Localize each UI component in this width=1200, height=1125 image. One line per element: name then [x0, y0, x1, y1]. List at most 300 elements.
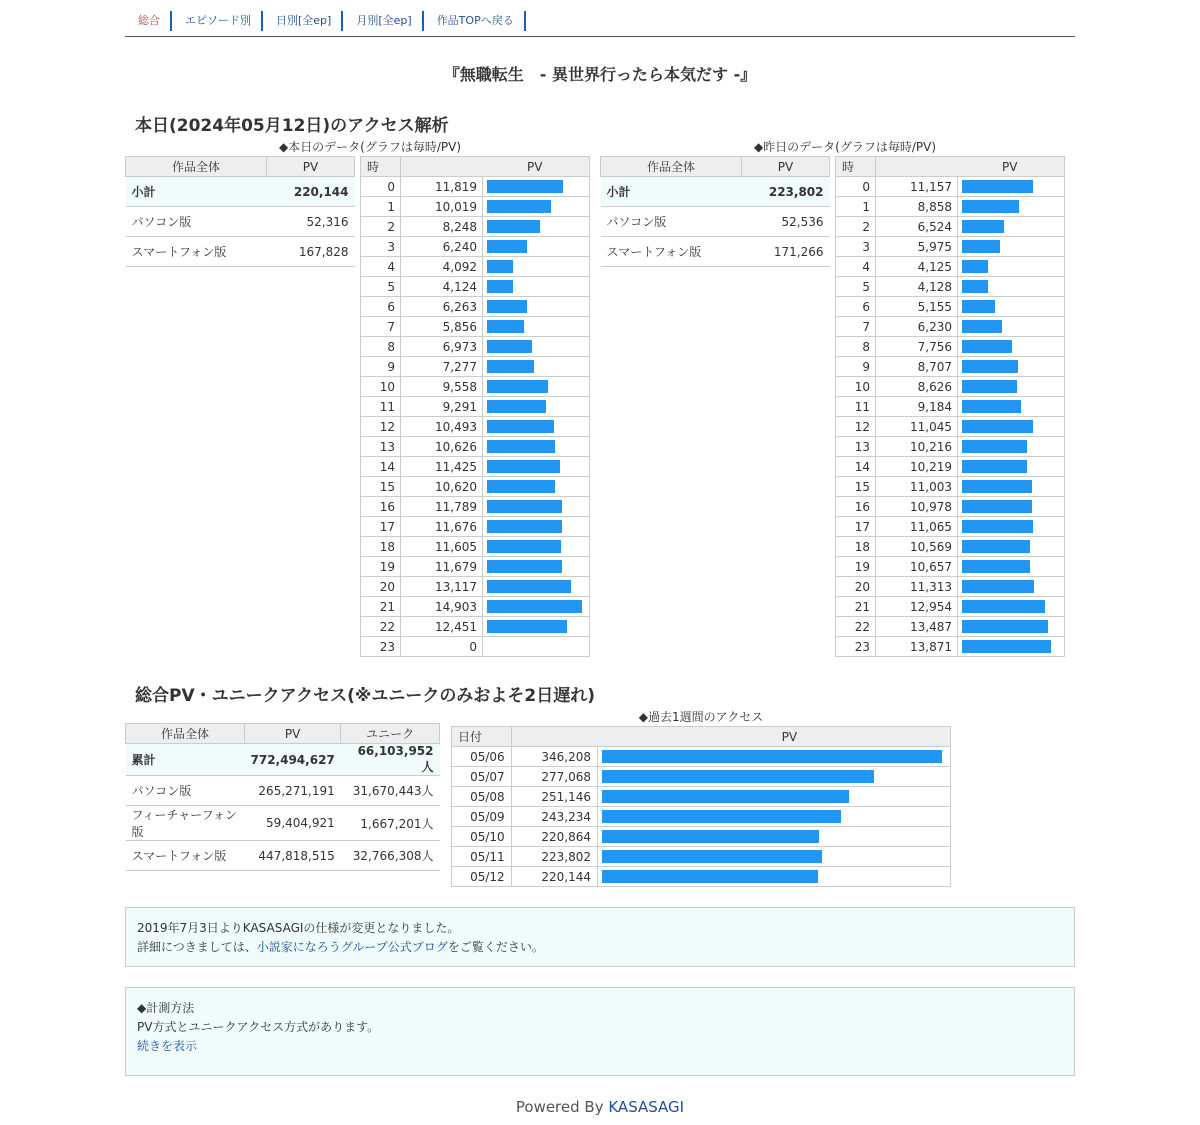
nav-item: [172, 11, 263, 31]
bar-cell: [958, 417, 1065, 437]
table-row: [836, 557, 1065, 577]
hour-cell: 15: [836, 477, 876, 497]
nav-item: [424, 11, 526, 31]
header-row: [836, 157, 1065, 177]
hour-cell: 18: [836, 537, 876, 557]
nav-link[interactable]: 月別[全ep]: [356, 14, 412, 27]
bar-chart: [602, 830, 946, 843]
bar-cell: [958, 177, 1065, 197]
table-row: [361, 637, 590, 657]
row-label: 小計: [601, 177, 742, 207]
bar-cell: [483, 557, 590, 577]
bar-chart: [962, 640, 1058, 653]
date-cell: 05/12: [452, 867, 512, 887]
column-header: 作品全体: [126, 157, 267, 177]
table-row: [126, 177, 355, 207]
pv-cell: 11,425: [401, 457, 483, 477]
row-label: パソコン版: [126, 207, 267, 237]
table-row: [836, 357, 1065, 377]
column-header: PV: [267, 157, 355, 177]
unique-value: 32,766,308人: [341, 841, 440, 871]
table-row: [452, 747, 951, 767]
hour-cell: 0: [361, 177, 401, 197]
bar-cell: [958, 577, 1065, 597]
weekly-bar: [602, 790, 849, 803]
table-row: [361, 537, 590, 557]
bar-cell: [483, 497, 590, 517]
bar-cell: [958, 197, 1065, 217]
pv-cell: 11,003: [876, 477, 958, 497]
pv-cell: 10,019: [401, 197, 483, 217]
hourly-bar: [962, 440, 1027, 453]
hour-cell: 7: [361, 317, 401, 337]
pv-cell: 9,184: [876, 397, 958, 417]
measurement-method-box: [125, 987, 1075, 1076]
pv-cell: 12,451: [401, 617, 483, 637]
hour-cell: 16: [836, 497, 876, 517]
pv-cell: 220,144: [511, 867, 597, 887]
row-value: 220,144: [267, 177, 355, 207]
bar-cell: [483, 517, 590, 537]
table-row: [361, 517, 590, 537]
bar-chart: [487, 340, 583, 353]
bar-chart: [602, 770, 946, 783]
bar-chart: [487, 500, 583, 513]
pv-cell: 6,973: [401, 337, 483, 357]
hour-cell: 1: [361, 197, 401, 217]
bar-chart: [602, 870, 946, 883]
table-row: [836, 397, 1065, 417]
bar-cell: [598, 787, 951, 807]
bar-cell: [958, 297, 1065, 317]
pv-cell: 8,626: [876, 377, 958, 397]
hour-cell: 3: [361, 237, 401, 257]
bar-chart: [962, 380, 1058, 393]
bar-chart: [962, 460, 1058, 473]
hour-cell: 9: [361, 357, 401, 377]
pv-cell: 13,487: [876, 617, 958, 637]
bar-cell: [483, 397, 590, 417]
bar-chart: [962, 400, 1058, 413]
hour-cell: 23: [361, 637, 401, 657]
footer: Powered By KASASAGI: [515, 1098, 685, 1116]
bar-chart: [962, 180, 1058, 193]
hourly-bar: [487, 600, 582, 613]
header-row: [126, 724, 440, 744]
hour-cell: 20: [836, 577, 876, 597]
bar-cell: [483, 237, 590, 257]
hour-cell: 3: [836, 237, 876, 257]
bar-chart: [487, 300, 583, 313]
table-row: [836, 517, 1065, 537]
bar-cell: [598, 827, 951, 847]
spec-change-notice: [125, 907, 1075, 967]
bar-chart: [962, 260, 1058, 273]
bar-cell: [958, 597, 1065, 617]
bar-chart: [962, 560, 1058, 573]
hour-cell: 21: [361, 597, 401, 617]
pv-cell: 10,978: [876, 497, 958, 517]
table-row: [361, 277, 590, 297]
table-row: [601, 207, 830, 237]
hourly-bar: [487, 340, 532, 353]
weekly-bar: [602, 810, 841, 823]
date-cell: 05/08: [452, 787, 512, 807]
table-row: [601, 237, 830, 267]
table-row: [836, 637, 1065, 657]
bar-chart: [487, 400, 583, 413]
bar-chart: [962, 280, 1058, 293]
hour-cell: 4: [361, 257, 401, 277]
bar-chart: [487, 540, 583, 553]
table-row: [361, 577, 590, 597]
bar-cell: [483, 297, 590, 317]
pv-cell: 11,065: [876, 517, 958, 537]
hour-cell: 9: [836, 357, 876, 377]
bar-cell: [958, 357, 1065, 377]
bar-chart: [602, 850, 946, 863]
table-row: [361, 197, 590, 217]
row-label: スマートフォン版: [126, 237, 267, 267]
bar-cell: [958, 317, 1065, 337]
pv-cell: 251,146: [511, 787, 597, 807]
table-row: [126, 841, 440, 871]
pv-cell: 4,092: [401, 257, 483, 277]
column-header: PV: [876, 157, 1065, 177]
nav-item: [125, 11, 172, 31]
table-row: [361, 297, 590, 317]
bar-chart: [962, 340, 1058, 353]
date-cell: 05/07: [452, 767, 512, 787]
pv-cell: 11,789: [401, 497, 483, 517]
bar-cell: [958, 437, 1065, 457]
table-row: [361, 457, 590, 477]
bar-chart: [487, 600, 583, 613]
pv-cell: 277,068: [511, 767, 597, 787]
bar-cell: [598, 847, 951, 867]
bar-chart: [487, 560, 583, 573]
hour-cell: 4: [836, 257, 876, 277]
pv-cell: 220,864: [511, 827, 597, 847]
bar-chart: [487, 640, 583, 653]
table-row: [361, 237, 590, 257]
hourly-bar: [487, 200, 551, 213]
bar-chart: [962, 480, 1058, 493]
bar-cell: [958, 477, 1065, 497]
hourly-bar: [962, 400, 1021, 413]
nav-list: [125, 11, 526, 31]
pv-cell: 10,219: [876, 457, 958, 477]
table-row: [126, 806, 440, 841]
pv-cell: 11,605: [401, 537, 483, 557]
hour-cell: 11: [361, 397, 401, 417]
bar-chart: [487, 240, 583, 253]
row-value: 52,536: [742, 207, 830, 237]
hourly-bar: [487, 480, 555, 493]
hourly-bar: [962, 540, 1030, 553]
hourly-bar: [487, 520, 562, 533]
hour-cell: 12: [836, 417, 876, 437]
bar-chart: [602, 750, 946, 763]
hourly-bar: [962, 260, 988, 273]
hour-cell: 12: [361, 417, 401, 437]
header-row: [361, 157, 590, 177]
pv-cell: 10,493: [401, 417, 483, 437]
bar-cell: [958, 277, 1065, 297]
column-header: PV: [245, 724, 341, 744]
bar-cell: [958, 617, 1065, 637]
nav-link[interactable]: 日別[全ep]: [276, 14, 332, 27]
column-header: PV: [401, 157, 590, 177]
row-label: 小計: [126, 177, 267, 207]
bar-chart: [487, 620, 583, 633]
bar-chart: [962, 200, 1058, 213]
bar-chart: [487, 200, 583, 213]
bar-cell: [483, 437, 590, 457]
today-hourly-table: [360, 156, 590, 657]
nav-link[interactable]: 総合: [138, 14, 160, 27]
hour-cell: 14: [361, 457, 401, 477]
table-row: [452, 807, 951, 827]
yesterday-caption: ◆昨日のデータ(グラフは毎時/PV): [753, 140, 937, 154]
show-more-link[interactable]: 続きを表示: [137, 1039, 198, 1053]
table-row: [126, 776, 440, 806]
pv-cell: 10,620: [401, 477, 483, 497]
bar-chart: [962, 360, 1058, 373]
bar-cell: [483, 257, 590, 277]
hourly-bar: [487, 460, 560, 473]
bar-cell: [483, 417, 590, 437]
header-row: [126, 157, 355, 177]
top-nav: [125, 0, 1075, 37]
hour-cell: 19: [836, 557, 876, 577]
table-row: [361, 317, 590, 337]
row-label: スマートフォン版: [126, 841, 245, 871]
total-section-title: 総合PV・ユニークアクセス(※ユニークのみおよそ2日遅れ): [135, 686, 595, 706]
weekly-bar: [602, 750, 942, 763]
bar-cell: [958, 637, 1065, 657]
bar-chart: [962, 240, 1058, 253]
bar-chart: [487, 460, 583, 473]
bar-cell: [483, 197, 590, 217]
hourly-bar: [487, 540, 561, 553]
table-row: [361, 597, 590, 617]
hour-cell: 14: [836, 457, 876, 477]
hour-cell: 8: [836, 337, 876, 357]
table-row: [361, 477, 590, 497]
pv-cell: 243,234: [511, 807, 597, 827]
table-row: [361, 617, 590, 637]
unique-value: 66,103,952人: [341, 744, 440, 776]
table-row: [361, 557, 590, 577]
hourly-bar: [487, 620, 567, 633]
yesterday-summary-table: [600, 156, 830, 267]
bar-chart: [962, 300, 1058, 313]
bar-chart: [962, 580, 1058, 593]
table-row: [836, 437, 1065, 457]
bar-cell: [483, 617, 590, 637]
bar-cell: [483, 637, 590, 657]
bar-chart: [487, 520, 583, 533]
hour-cell: 11: [836, 397, 876, 417]
bar-chart: [487, 580, 583, 593]
hour-cell: 5: [836, 277, 876, 297]
bar-cell: [483, 457, 590, 477]
table-row: [452, 767, 951, 787]
pv-cell: 9,558: [401, 377, 483, 397]
bar-cell: [958, 517, 1065, 537]
pv-cell: 11,045: [876, 417, 958, 437]
hourly-bar: [487, 220, 540, 233]
pv-cell: 13,871: [876, 637, 958, 657]
table-row: [836, 217, 1065, 237]
bar-chart: [962, 220, 1058, 233]
bar-cell: [483, 277, 590, 297]
hour-cell: 15: [361, 477, 401, 497]
bar-cell: [483, 377, 590, 397]
table-row: [836, 597, 1065, 617]
unique-value: 31,670,443人: [341, 776, 440, 806]
table-row: [836, 317, 1065, 337]
header-row: [601, 157, 830, 177]
pv-cell: 8,248: [401, 217, 483, 237]
bar-chart: [602, 790, 946, 803]
column-header: 日付: [452, 727, 512, 747]
bar-cell: [958, 557, 1065, 577]
hourly-bar: [487, 360, 534, 373]
row-value: 171,266: [742, 237, 830, 267]
pv-cell: 4,128: [876, 277, 958, 297]
bar-chart: [962, 620, 1058, 633]
weekly-bar: [602, 770, 874, 783]
date-cell: 05/11: [452, 847, 512, 867]
bar-cell: [958, 537, 1065, 557]
table-row: [836, 617, 1065, 637]
notice-line-1: 2019年7月3日よりKASASAGIの仕様が変更となりました。: [137, 921, 460, 935]
weekly-bar: [602, 830, 819, 843]
hour-cell: 22: [361, 617, 401, 637]
nav-item: [343, 11, 423, 31]
row-label: 累計: [126, 744, 245, 776]
hourly-bar: [962, 280, 988, 293]
pv-cell: 10,657: [876, 557, 958, 577]
pv-cell: 4,124: [401, 277, 483, 297]
bar-cell: [958, 237, 1065, 257]
table-row: [836, 377, 1065, 397]
official-blog-link[interactable]: 小説家になろうグループ公式ブログ: [256, 940, 448, 954]
nav-link[interactable]: 作品TOPへ戻る: [436, 14, 514, 27]
hourly-bar: [962, 180, 1033, 193]
hourly-bar: [962, 640, 1051, 653]
table-row: [601, 177, 830, 207]
hourly-bar: [962, 380, 1017, 393]
bar-chart: [962, 420, 1058, 433]
table-row: [836, 577, 1065, 597]
unique-value: 1,667,201人: [341, 806, 440, 841]
week-caption: ◆過去1週間のアクセス: [638, 710, 764, 724]
bar-cell: [483, 177, 590, 197]
pv-cell: 8,858: [876, 197, 958, 217]
bar-cell: [598, 767, 951, 787]
pv-value: 447,818,515: [245, 841, 341, 871]
column-header: ユニーク: [341, 724, 440, 744]
hourly-bar: [487, 380, 548, 393]
hour-cell: 19: [361, 557, 401, 577]
row-value: 167,828: [267, 237, 355, 267]
date-cell: 05/10: [452, 827, 512, 847]
bar-cell: [958, 377, 1065, 397]
hour-cell: 6: [361, 297, 401, 317]
bar-chart: [487, 380, 583, 393]
bar-chart: [487, 180, 583, 193]
column-header: PV: [742, 157, 830, 177]
kasasagi-link[interactable]: KASASAGI: [608, 1098, 685, 1116]
pv-cell: 11,819: [401, 177, 483, 197]
table-row: [126, 207, 355, 237]
bar-chart: [487, 260, 583, 273]
today-section-title: 本日(2024年05月12日)のアクセス解析: [135, 116, 449, 136]
week-access-table: [451, 726, 951, 887]
pv-cell: 14,903: [401, 597, 483, 617]
pv-cell: 11,679: [401, 557, 483, 577]
bar-cell: [958, 257, 1065, 277]
table-row: [361, 497, 590, 517]
row-label: パソコン版: [601, 207, 742, 237]
pv-cell: 12,954: [876, 597, 958, 617]
hour-cell: 23: [836, 637, 876, 657]
bar-cell: [598, 747, 951, 767]
bar-chart: [487, 440, 583, 453]
hourly-bar: [487, 560, 562, 573]
hour-cell: 2: [361, 217, 401, 237]
bar-cell: [598, 867, 951, 887]
table-row: [452, 827, 951, 847]
hour-cell: 13: [836, 437, 876, 457]
table-row: [361, 397, 590, 417]
pv-cell: 5,975: [876, 237, 958, 257]
today-summary-table: [125, 156, 355, 267]
hourly-bar: [962, 480, 1032, 493]
hourly-bar: [962, 240, 1000, 253]
nav-item: [263, 11, 343, 31]
header-row: [452, 727, 951, 747]
hourly-bar: [962, 220, 1004, 233]
pv-cell: 7,756: [876, 337, 958, 357]
date-cell: 05/06: [452, 747, 512, 767]
column-header: PV: [511, 727, 950, 747]
bar-chart: [962, 320, 1058, 333]
hourly-bar: [962, 500, 1032, 513]
hourly-bar: [487, 260, 513, 273]
pv-value: 59,404,921: [245, 806, 341, 841]
hourly-bar: [962, 560, 1030, 573]
hourly-bar: [962, 620, 1048, 633]
hourly-bar: [487, 440, 555, 453]
table-row: [361, 257, 590, 277]
table-row: [836, 497, 1065, 517]
date-cell: 05/09: [452, 807, 512, 827]
today-caption: ◆本日のデータ(グラフは毎時/PV): [278, 140, 462, 154]
hour-cell: 17: [836, 517, 876, 537]
nav-link[interactable]: エピソード別: [185, 14, 251, 27]
pv-cell: 10,569: [876, 537, 958, 557]
weekly-bar: [602, 870, 818, 883]
notice-line-2: 詳細につきましては、小説家になろうグループ公式ブログをご覧ください。: [137, 940, 544, 954]
pv-cell: 4,125: [876, 257, 958, 277]
row-label: スマートフォン版: [601, 237, 742, 267]
bar-chart: [487, 280, 583, 293]
hourly-bar: [487, 500, 562, 513]
